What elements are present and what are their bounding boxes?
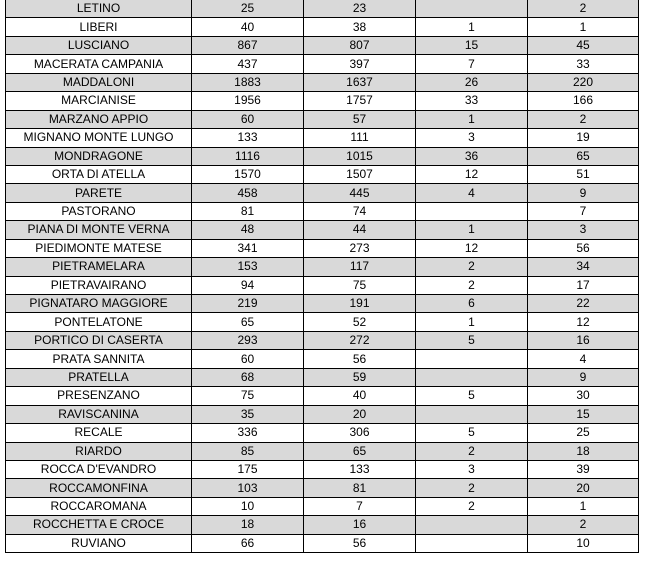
value-4-cell: 7 — [528, 202, 639, 220]
value-2-cell: 74 — [304, 202, 416, 220]
value-2-cell: 397 — [304, 55, 416, 73]
total-cell: 66 — [192, 534, 304, 552]
value-4-cell: 20 — [528, 479, 639, 497]
municipality-cell: PORTICO DI CASERTA — [6, 331, 192, 349]
table-row — [6, 479, 639, 497]
value-2-cell: 40 — [304, 387, 416, 405]
table-row — [6, 424, 639, 442]
value-3-cell: 2 — [416, 479, 528, 497]
value-2-cell: 20 — [304, 405, 416, 423]
total-cell: 1883 — [192, 73, 304, 91]
table-body — [6, 0, 639, 553]
total-cell: 219 — [192, 295, 304, 313]
value-4-cell: 10 — [528, 534, 639, 552]
municipality-cell: PIETRAVAIRANO — [6, 276, 192, 294]
value-3-cell: 15 — [416, 36, 528, 54]
municipality-cell: LIBERI — [6, 18, 192, 36]
value-4-cell: 19 — [528, 129, 639, 147]
table-row — [6, 276, 639, 294]
value-3-cell: 1 — [416, 313, 528, 331]
table-row — [6, 442, 639, 460]
value-3-cell — [416, 202, 528, 220]
table-row — [6, 184, 639, 202]
total-cell: 35 — [192, 405, 304, 423]
municipality-cell: RIARDO — [6, 442, 192, 460]
table-row — [6, 331, 639, 349]
total-cell: 18 — [192, 516, 304, 534]
value-3-cell: 5 — [416, 387, 528, 405]
municipality-cell: RECALE — [6, 424, 192, 442]
municipality-cell: LUSCIANO — [6, 36, 192, 54]
table-row — [6, 405, 639, 423]
value-2-cell: 807 — [304, 36, 416, 54]
value-4-cell: 15 — [528, 405, 639, 423]
value-3-cell — [416, 405, 528, 423]
total-cell: 341 — [192, 239, 304, 257]
value-4-cell: 17 — [528, 276, 639, 294]
municipality-cell: LETINO — [6, 0, 192, 18]
value-4-cell: 4 — [528, 350, 639, 368]
total-cell: 103 — [192, 479, 304, 497]
municipality-cell: RAVISCANINA — [6, 405, 192, 423]
total-cell: 81 — [192, 202, 304, 220]
value-3-cell: 26 — [416, 73, 528, 91]
total-cell: 60 — [192, 350, 304, 368]
table-row — [6, 239, 639, 257]
value-2-cell: 191 — [304, 295, 416, 313]
value-3-cell — [416, 534, 528, 552]
total-cell: 75 — [192, 387, 304, 405]
table-row — [6, 147, 639, 165]
municipality-cell: PIEDIMONTE MATESE — [6, 239, 192, 257]
table-row — [6, 368, 639, 386]
value-2-cell: 75 — [304, 276, 416, 294]
municipality-cell: MARCIANISE — [6, 92, 192, 110]
municipality-table — [5, 0, 639, 553]
total-cell: 65 — [192, 313, 304, 331]
value-3-cell: 2 — [416, 442, 528, 460]
municipality-cell: ROCCA D'EVANDRO — [6, 460, 192, 478]
value-3-cell — [416, 516, 528, 534]
value-2-cell: 306 — [304, 424, 416, 442]
value-3-cell: 2 — [416, 276, 528, 294]
value-4-cell: 3 — [528, 221, 639, 239]
municipality-cell: ROCCHETTA E CROCE — [6, 516, 192, 534]
value-4-cell: 220 — [528, 73, 639, 91]
table-row — [6, 18, 639, 36]
value-4-cell: 16 — [528, 331, 639, 349]
value-4-cell: 9 — [528, 184, 639, 202]
value-2-cell: 81 — [304, 479, 416, 497]
table-container — [5, 0, 638, 553]
total-cell: 153 — [192, 258, 304, 276]
value-4-cell: 9 — [528, 368, 639, 386]
total-cell: 175 — [192, 460, 304, 478]
value-3-cell: 1 — [416, 18, 528, 36]
total-cell: 40 — [192, 18, 304, 36]
value-2-cell: 1507 — [304, 165, 416, 183]
value-3-cell: 2 — [416, 497, 528, 515]
value-4-cell: 33 — [528, 55, 639, 73]
municipality-cell: MADDALONI — [6, 73, 192, 91]
value-2-cell: 1637 — [304, 73, 416, 91]
value-4-cell: 18 — [528, 442, 639, 460]
total-cell: 94 — [192, 276, 304, 294]
table-row — [6, 387, 639, 405]
value-4-cell: 51 — [528, 165, 639, 183]
municipality-cell: PIETRAMELARA — [6, 258, 192, 276]
value-2-cell: 56 — [304, 534, 416, 552]
table-row — [6, 92, 639, 110]
table-row — [6, 258, 639, 276]
table-row — [6, 460, 639, 478]
table-row — [6, 73, 639, 91]
value-2-cell: 7 — [304, 497, 416, 515]
value-3-cell — [416, 0, 528, 18]
total-cell: 437 — [192, 55, 304, 73]
value-2-cell: 38 — [304, 18, 416, 36]
value-2-cell: 1757 — [304, 92, 416, 110]
value-3-cell: 33 — [416, 92, 528, 110]
table-row — [6, 165, 639, 183]
municipality-cell: MARZANO APPIO — [6, 110, 192, 128]
value-4-cell: 1 — [528, 497, 639, 515]
total-cell: 60 — [192, 110, 304, 128]
value-2-cell: 117 — [304, 258, 416, 276]
value-2-cell: 16 — [304, 516, 416, 534]
table-row — [6, 36, 639, 54]
value-3-cell: 2 — [416, 258, 528, 276]
value-2-cell: 111 — [304, 129, 416, 147]
municipality-cell: PARETE — [6, 184, 192, 202]
municipality-cell: PRATELLA — [6, 368, 192, 386]
value-4-cell: 1 — [528, 18, 639, 36]
total-cell: 68 — [192, 368, 304, 386]
value-2-cell: 273 — [304, 239, 416, 257]
municipality-cell: MIGNANO MONTE LUNGO — [6, 129, 192, 147]
value-2-cell: 272 — [304, 331, 416, 349]
total-cell: 25 — [192, 0, 304, 18]
value-4-cell: 65 — [528, 147, 639, 165]
value-3-cell — [416, 368, 528, 386]
municipality-cell: RUVIANO — [6, 534, 192, 552]
total-cell: 1570 — [192, 165, 304, 183]
value-4-cell: 2 — [528, 516, 639, 534]
value-4-cell: 34 — [528, 258, 639, 276]
table-row — [6, 295, 639, 313]
table-row — [6, 516, 639, 534]
municipality-cell: PASTORANO — [6, 202, 192, 220]
value-2-cell: 57 — [304, 110, 416, 128]
total-cell: 85 — [192, 442, 304, 460]
value-4-cell: 30 — [528, 387, 639, 405]
total-cell: 133 — [192, 129, 304, 147]
table-row — [6, 497, 639, 515]
value-2-cell: 133 — [304, 460, 416, 478]
value-4-cell: 39 — [528, 460, 639, 478]
municipality-cell: PRATA SANNITA — [6, 350, 192, 368]
total-cell: 10 — [192, 497, 304, 515]
municipality-cell: ROCCAMONFINA — [6, 479, 192, 497]
value-3-cell: 12 — [416, 239, 528, 257]
value-2-cell: 56 — [304, 350, 416, 368]
total-cell: 1956 — [192, 92, 304, 110]
value-4-cell: 45 — [528, 36, 639, 54]
table-row — [6, 350, 639, 368]
municipality-cell: PRESENZANO — [6, 387, 192, 405]
total-cell: 293 — [192, 331, 304, 349]
table-row — [6, 534, 639, 552]
value-2-cell: 44 — [304, 221, 416, 239]
value-3-cell: 1 — [416, 110, 528, 128]
value-2-cell: 59 — [304, 368, 416, 386]
value-4-cell: 2 — [528, 0, 639, 18]
value-3-cell: 5 — [416, 424, 528, 442]
municipality-cell: MONDRAGONE — [6, 147, 192, 165]
table-row — [6, 202, 639, 220]
value-4-cell: 22 — [528, 295, 639, 313]
total-cell: 336 — [192, 424, 304, 442]
table-row — [6, 129, 639, 147]
value-2-cell: 65 — [304, 442, 416, 460]
value-3-cell: 3 — [416, 129, 528, 147]
value-2-cell: 445 — [304, 184, 416, 202]
value-2-cell: 23 — [304, 0, 416, 18]
table-row — [6, 0, 639, 18]
value-3-cell: 4 — [416, 184, 528, 202]
total-cell: 48 — [192, 221, 304, 239]
value-2-cell: 1015 — [304, 147, 416, 165]
table-row — [6, 221, 639, 239]
municipality-cell: PIGNATARO MAGGIORE — [6, 295, 192, 313]
total-cell: 1116 — [192, 147, 304, 165]
municipality-cell: ORTA DI ATELLA — [6, 165, 192, 183]
municipality-cell: PIANA DI MONTE VERNA — [6, 221, 192, 239]
municipality-cell: ROCCAROMANA — [6, 497, 192, 515]
table-row — [6, 110, 639, 128]
value-3-cell: 5 — [416, 331, 528, 349]
value-4-cell: 166 — [528, 92, 639, 110]
table-row — [6, 313, 639, 331]
value-3-cell: 1 — [416, 221, 528, 239]
value-4-cell: 2 — [528, 110, 639, 128]
municipality-cell: MACERATA CAMPANIA — [6, 55, 192, 73]
value-4-cell: 56 — [528, 239, 639, 257]
value-3-cell: 6 — [416, 295, 528, 313]
value-3-cell: 7 — [416, 55, 528, 73]
value-4-cell: 12 — [528, 313, 639, 331]
table-row — [6, 55, 639, 73]
value-3-cell: 3 — [416, 460, 528, 478]
value-2-cell: 52 — [304, 313, 416, 331]
value-3-cell: 36 — [416, 147, 528, 165]
value-4-cell: 25 — [528, 424, 639, 442]
total-cell: 867 — [192, 36, 304, 54]
municipality-cell: PONTELATONE — [6, 313, 192, 331]
value-3-cell: 12 — [416, 165, 528, 183]
total-cell: 458 — [192, 184, 304, 202]
value-3-cell — [416, 350, 528, 368]
